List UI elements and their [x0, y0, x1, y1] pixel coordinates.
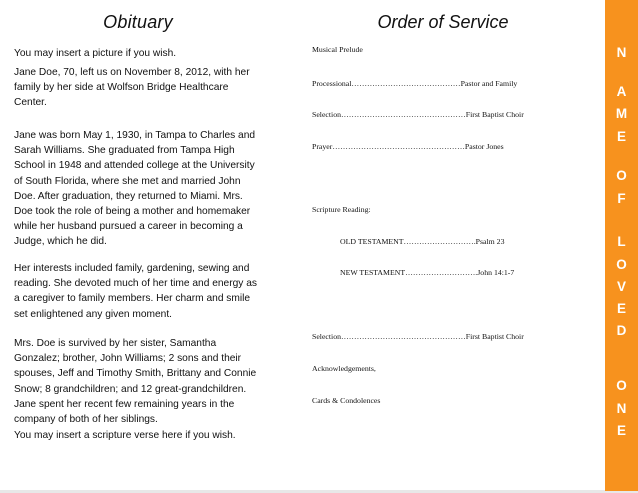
service-item: Processional……………………………………Pastor and Family [312, 79, 518, 88]
service-item: Acknowledgements, [312, 364, 376, 373]
strip-letter: E [616, 301, 626, 316]
strip-letter: N [616, 45, 627, 60]
obituary-paragraph: You may insert a scripture verse here if you wish. [14, 430, 236, 441]
strip-letter: V [616, 279, 626, 294]
obituary-paragraph: Her interests included family, gardening, sewing and reading. She devoted much of her time and energy as a caregiver to family members. Her charm and smile set enlightened any given moment. [14, 263, 257, 320]
obituary-paragraph: You may insert a picture if you wish. [14, 48, 177, 59]
strip-letter: L [617, 234, 626, 249]
strip-letter: E [616, 129, 626, 144]
name-strip [605, 0, 638, 491]
strip-letter: M [615, 106, 628, 121]
service-item: NEW TESTAMENT……………………….John 14:1-7 [340, 268, 515, 277]
strip-letter: O [616, 168, 627, 183]
obituary-paragraph: Jane was born May 1, 1930, in Tampa to Charles and Sarah Williams. She graduated from Tampa High School in 1948 and attended college at the University of South Florida, where she met and married John Doe. After graduation, they returned to Miami. Mrs. Doe took the role of being a mother and homemaker while her husband pursued a career in becoming a Judge, which he did. [14, 130, 256, 248]
service-item: Scripture Reading: [312, 205, 371, 214]
strip-letter: F [617, 191, 626, 206]
obituary-paragraph: Mrs. Doe is survived by her sister, Samantha Gonzalez; brother, John Williams; 2 sons and their spouses, Jeff and Timothy Smith, Brittany and Connie Snow; 8 grandchildren; and 12 great-grandchildren. Jane spent her recent few remaining years in the company of both of her siblings. [14, 338, 257, 426]
service-item: Prayer……………………………………………Pastor Jones [312, 142, 504, 151]
strip-letter: D [616, 323, 627, 338]
strip-letter: A [616, 84, 627, 99]
service-title: Order of Service [377, 12, 509, 32]
service-item: Cards & Condolences [312, 396, 381, 405]
strip-letter: N [616, 401, 627, 416]
service-item: Selection…………………………………………First Baptist Choir [312, 332, 524, 341]
service-item: Selection…………………………………………First Baptist Choir [312, 110, 524, 119]
obituary-title: Obituary [103, 12, 173, 32]
strip-letter: O [616, 257, 627, 272]
service-item: Musical Prelude [312, 45, 363, 54]
strip-letter: E [616, 423, 626, 438]
strip-letter: O [616, 378, 627, 393]
service-item: OLD TESTAMENT……………………….Psalm 23 [340, 237, 505, 246]
obituary-paragraph: Jane Doe, 70, left us on November 8, 2012, with her family by her side at Wolfson Bridge Healthcare Center. [14, 67, 250, 109]
